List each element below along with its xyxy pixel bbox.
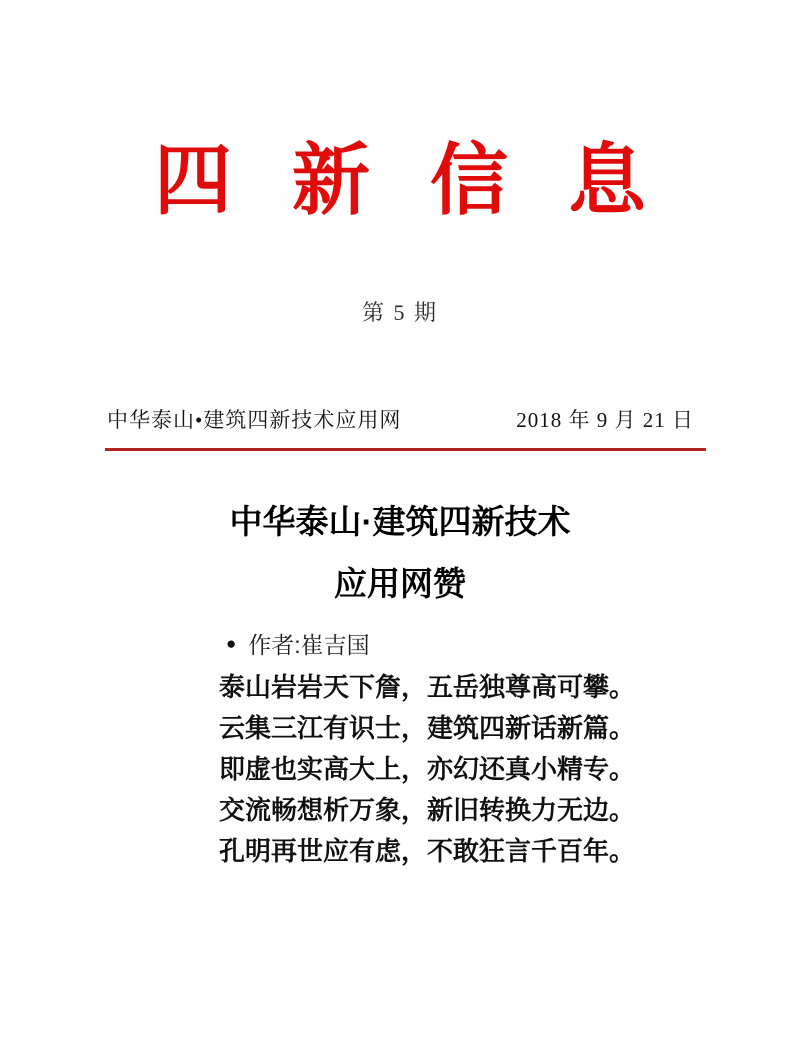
poem-line-3: 即虚也实高大上，亦幻还真小精专。 [219, 755, 636, 784]
masthead-title: 四新信息 [153, 136, 706, 224]
article-title-line2: 应用网赞 [334, 565, 466, 602]
issue-number: 第 5 期 [361, 300, 438, 325]
poem-line-4: 交流畅想析万象，新旧转换力无边。 [219, 796, 636, 825]
header-row [107, 404, 694, 434]
publish-date: 2018 年 9 月 21 日 [516, 408, 694, 432]
poem-line-5: 孔明再世应有虑，不敢狂言千百年。 [219, 837, 636, 866]
site-name: 中华泰山•建筑四新技术应用网 [107, 408, 402, 432]
author-line [226, 627, 370, 660]
poem-line-1: 泰山岩岩天下詹，五岳独尊高可攀。 [219, 673, 636, 702]
bullet-icon: ● [226, 634, 237, 653]
poem-line-2: 云集三江有识士，建筑四新话新篇。 [219, 714, 636, 743]
article-title-line1: 中华泰山·建筑四新技术 [229, 503, 571, 540]
author-name: 作者:崔吉国 [248, 632, 370, 658]
article-title [0, 505, 800, 601]
poem [219, 674, 635, 879]
red-divider-rule [105, 448, 706, 451]
